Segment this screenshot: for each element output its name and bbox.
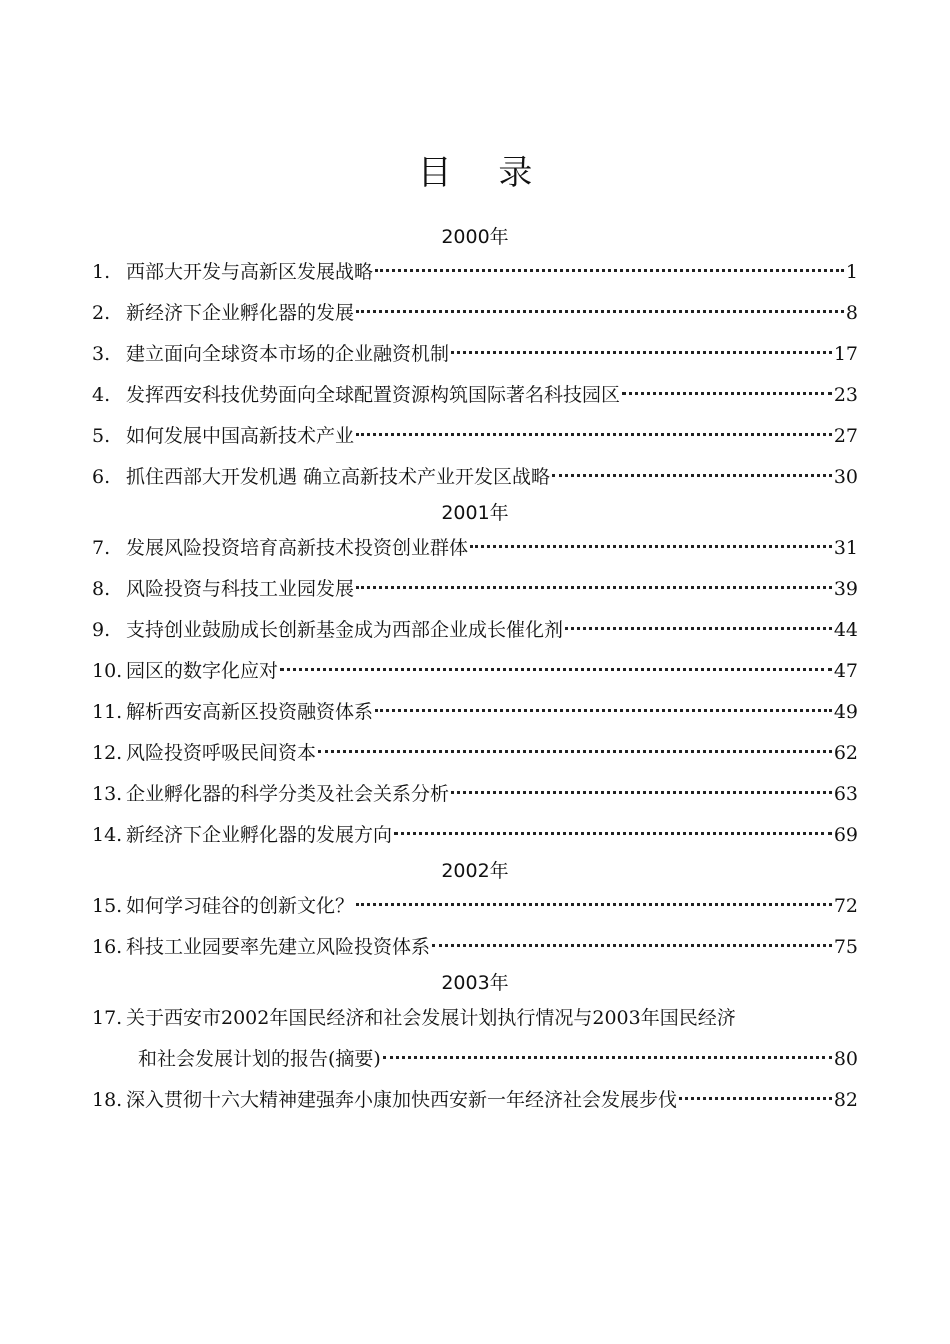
- entry-title: 新经济下企业孵化器的发展方向: [126, 824, 393, 846]
- toc-entry[interactable]: [92, 293, 858, 334]
- dot-leader: [552, 474, 832, 477]
- toc-entry[interactable]: [92, 610, 858, 651]
- dot-leader: [318, 750, 832, 753]
- section-year-heading: 2000年: [441, 226, 509, 248]
- entry-page-number: 30: [833, 466, 858, 488]
- entry-page-number: 72: [833, 895, 858, 917]
- entry-page-number: 82: [833, 1089, 858, 1111]
- dot-leader: [622, 392, 832, 395]
- entry-number: 11.: [92, 701, 123, 723]
- toc-entry[interactable]: [92, 651, 858, 692]
- entry-page-number: 1: [845, 261, 858, 283]
- entry-number: 2.: [92, 302, 111, 324]
- entry-number: 6.: [92, 466, 111, 488]
- entry-title: 如何学习硅谷的创新文化？: [126, 895, 355, 917]
- toc-entry[interactable]: [92, 815, 858, 856]
- entry-number: 1.: [92, 261, 111, 283]
- entry-title: 抓住西部大开发机遇 确立高新技术产业开发区战略: [126, 466, 551, 488]
- entry-number: 12.: [92, 742, 123, 764]
- entry-page-number: 75: [833, 936, 858, 958]
- entry-number: 7.: [92, 537, 111, 559]
- toc-entry[interactable]: [92, 252, 858, 293]
- entry-number: 13.: [92, 783, 123, 805]
- dot-leader: [356, 310, 844, 313]
- entry-page-number: 80: [833, 1048, 858, 1070]
- entry-title: 发挥西安科技优势面向全球配置资源构筑国际著名科技园区: [126, 384, 621, 406]
- dot-leader: [679, 1097, 832, 1100]
- entry-number: 14.: [92, 824, 123, 846]
- dot-leader: [356, 586, 832, 589]
- entry-title: 园区的数字化应对: [126, 660, 279, 682]
- entry-page-number: 62: [833, 742, 858, 764]
- page-title: 目 录: [417, 153, 551, 193]
- entry-title: 关于西安市2002年国民经济和社会发展计划执行情况与2003年国民经济: [126, 1007, 736, 1029]
- section-year-heading: 2001年: [441, 502, 509, 524]
- entry-page-number: 23: [833, 384, 858, 406]
- entry-title: 建立面向全球资本市场的企业融资机制: [126, 343, 450, 365]
- toc-entry[interactable]: [92, 334, 858, 375]
- section-year-heading: 2002年: [441, 860, 509, 882]
- entry-number: 4.: [92, 384, 111, 406]
- entry-title: 西部大开发与高新区发展战略: [126, 261, 374, 283]
- toc-entry[interactable]: [92, 927, 858, 968]
- entry-page-number: 49: [833, 701, 858, 723]
- toc-entry[interactable]: [92, 569, 858, 610]
- entry-number: 17.: [92, 1007, 123, 1029]
- table-of-contents: [92, 222, 858, 1121]
- dot-leader: [356, 903, 832, 906]
- toc-entry[interactable]: [92, 375, 858, 416]
- toc-entry[interactable]: [92, 1080, 858, 1121]
- toc-entry[interactable]: [92, 528, 858, 569]
- entry-title: 如何发展中国高新技术产业: [126, 425, 355, 447]
- toc-entry[interactable]: [92, 692, 858, 733]
- section-year-heading: 2003年: [441, 972, 509, 994]
- dot-leader: [356, 433, 832, 436]
- dot-leader: [451, 791, 832, 794]
- dot-leader: [280, 668, 832, 671]
- entry-page-number: 27: [833, 425, 858, 447]
- entry-number: 9.: [92, 619, 111, 641]
- toc-entry-continuation[interactable]: [92, 1039, 858, 1080]
- entry-page-number: 31: [833, 537, 858, 559]
- dot-leader: [383, 1056, 832, 1059]
- entry-title: 风险投资与科技工业园发展: [126, 578, 355, 600]
- toc-entry[interactable]: [92, 998, 858, 1039]
- entry-page-number: 69: [833, 824, 858, 846]
- entry-title: 解析西安高新区投资融资体系: [126, 701, 374, 723]
- entry-title: 深入贯彻十六大精神建强奔小康加快西安新一年经济社会发展步伐: [126, 1089, 678, 1111]
- entry-number: 10.: [92, 660, 123, 682]
- entry-page-number: 63: [833, 783, 858, 805]
- entry-number: 5.: [92, 425, 111, 447]
- toc-entry[interactable]: [92, 774, 858, 815]
- entry-number: 8.: [92, 578, 111, 600]
- dot-leader: [565, 627, 832, 630]
- entry-title: 发展风险投资培育高新技术投资创业群体: [126, 537, 469, 559]
- entry-number: 18.: [92, 1089, 123, 1111]
- entry-page-number: 44: [833, 619, 858, 641]
- toc-entry[interactable]: [92, 416, 858, 457]
- toc-entry[interactable]: [92, 886, 858, 927]
- entry-title: 新经济下企业孵化器的发展: [126, 302, 355, 324]
- dot-leader: [432, 944, 832, 947]
- entry-title: 风险投资呼吸民间资本: [126, 742, 317, 764]
- entry-number: 15.: [92, 895, 123, 917]
- dot-leader: [470, 545, 832, 548]
- dot-leader: [375, 709, 832, 712]
- dot-leader: [451, 351, 832, 354]
- entry-number: 16.: [92, 936, 123, 958]
- toc-entry[interactable]: [92, 733, 858, 774]
- dot-leader: [375, 269, 844, 272]
- dot-leader: [394, 832, 832, 835]
- entry-title: 企业孵化器的科学分类及社会关系分析: [126, 783, 450, 805]
- entry-title-continuation: 和社会发展计划的报告(摘要): [138, 1048, 381, 1070]
- entry-page-number: 8: [845, 302, 858, 324]
- entry-page-number: 47: [833, 660, 858, 682]
- toc-entry[interactable]: [92, 457, 858, 498]
- entry-title: 科技工业园要率先建立风险投资体系: [126, 936, 431, 958]
- entry-page-number: 39: [833, 578, 858, 600]
- entry-title: 支持创业鼓励成长创新基金成为西部企业成长催化剂: [126, 619, 564, 641]
- entry-page-number: 17: [833, 343, 858, 365]
- entry-number: 3.: [92, 343, 111, 365]
